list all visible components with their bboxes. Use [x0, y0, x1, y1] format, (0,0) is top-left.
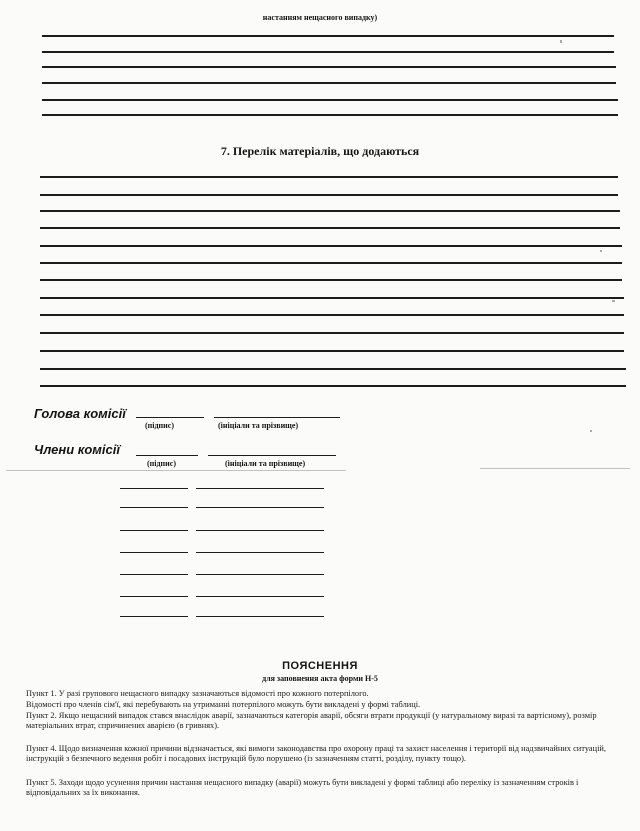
members-name-caption: (ініціали та прізвище) — [225, 459, 306, 468]
commission-head-label: Голова комісії — [34, 406, 126, 421]
ruled-line — [40, 314, 624, 316]
scan-noise — [600, 250, 602, 252]
ruled-line — [40, 279, 622, 281]
scan-noise — [480, 468, 630, 469]
head-name-caption: (ініціали та прізвище) — [218, 421, 299, 430]
ruled-line — [40, 297, 624, 299]
scan-noise — [560, 40, 562, 43]
member-signature-line — [120, 488, 188, 489]
signature-line — [136, 455, 198, 456]
ruled-line — [42, 114, 618, 116]
ruled-line — [42, 82, 616, 84]
note-item: Відомості про членів сім'ї, які перебувають на утриманні потерпілого можуть бути викладені у формі таблиці. — [26, 700, 421, 709]
ruled-line — [40, 262, 622, 264]
commission-members-label: Члени комісії — [34, 442, 120, 457]
note-item: Пункт 1. У разі групового нещасного випадку зазначаються відомості про кожного потерпілого. — [26, 689, 369, 698]
section-7-title: 7. Перелік матеріалів, що додаються — [220, 144, 420, 158]
ruled-line — [42, 99, 618, 101]
members-signature-caption: (підпис) — [147, 459, 176, 468]
member-name-line — [196, 596, 324, 597]
name-line — [208, 455, 336, 456]
member-signature-line — [120, 552, 188, 553]
member-name-line — [196, 574, 324, 575]
member-signature-line — [120, 507, 188, 508]
member-name-line — [196, 552, 324, 553]
ruled-line — [40, 176, 618, 178]
scan-noise — [590, 430, 592, 432]
notes-subtitle: для заповнення акта форми Н-5 — [262, 674, 378, 683]
head-signature-caption: (підпис) — [145, 421, 174, 430]
member-signature-line — [120, 574, 188, 575]
note-item: Пункт 4. Щодо визначення кожної причини відзначається, які вимоги законодавства про охорону праці та захист населення і території від надзвичайних ситуацій, інструкцій з безпечного ведення робіт і посадових інструкцій було порушено (із зазначенням статті, розділу, пункту тощо). — [26, 744, 607, 763]
top-caption: настанням нещасного випадку) — [262, 13, 378, 22]
member-name-line — [196, 530, 324, 531]
member-name-line — [196, 616, 324, 617]
note-item: Пункт 2. Якщо нещасний випадок стався внаслідок аварії, зазначаються категорія аварії, обсяги втрати продукції (у натуральному виразі та вартісному), розмір матеріальних втрат, спричинених аварією (в гривнях). — [26, 711, 597, 730]
signature-line — [136, 417, 204, 418]
ruled-line — [40, 350, 624, 352]
ruled-line — [42, 51, 614, 53]
note-item: Пункт 5. Заходи щодо усунення причин настання нещасного випадку (аварії) можуть бути викладені у формі таблиці або переліку із зазначенням строків і відповідальних за їх виконання. — [26, 778, 579, 797]
member-signature-line — [120, 530, 188, 531]
member-name-line — [196, 507, 324, 508]
ruled-line — [40, 227, 620, 229]
ruled-line — [40, 245, 622, 247]
scan-noise — [6, 470, 346, 471]
ruled-line — [42, 35, 614, 37]
ruled-line — [40, 368, 626, 370]
member-signature-line — [120, 616, 188, 617]
ruled-line — [40, 194, 618, 196]
name-line — [214, 417, 340, 418]
member-name-line — [196, 488, 324, 489]
ruled-line — [42, 66, 616, 68]
ruled-line — [40, 332, 624, 334]
ruled-line — [40, 385, 626, 387]
ruled-line — [40, 210, 620, 212]
scan-noise — [612, 300, 615, 302]
notes-title: ПОЯСНЕННЯ — [282, 660, 358, 672]
member-signature-line — [120, 596, 188, 597]
